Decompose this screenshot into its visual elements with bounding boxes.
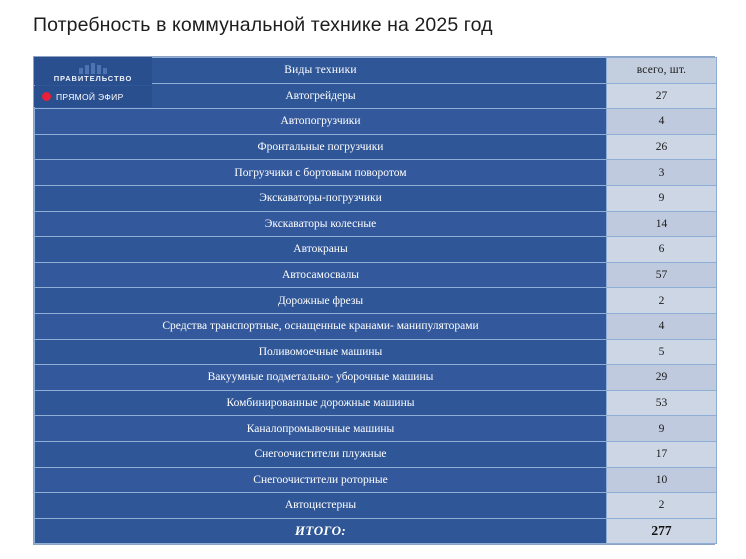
cell-total-qty: 10 [607,467,717,493]
cell-equipment-type: Средства транспортные, оснащенные кранами- манипуляторами [35,313,607,339]
cell-equipment-type: Автосамосвалы [35,262,607,288]
emblem-icon [34,61,152,74]
table-row [35,160,717,186]
cell-equipment-type: Экскаваторы-погрузчики [35,185,607,211]
cell-equipment-type: Автогрейдеры [35,83,607,109]
table-row [35,288,717,314]
table-row [35,134,717,160]
cell-total-qty: 9 [607,416,717,442]
cell-equipment-type: Погрузчики с бортовым поворотом [35,160,607,186]
cell-total-qty: 5 [607,339,717,365]
cell-equipment-type: Поливомоечные машины [35,339,607,365]
cell-total-qty: 53 [607,390,717,416]
column-header-equipment-type: Виды техники [35,58,607,84]
live-broadcast-label: ПРЯМОЙ ЭФИР [56,91,124,102]
table-body [35,83,717,544]
table-row [35,211,717,237]
table-row [35,339,717,365]
table-row [35,109,717,135]
table-total-row [35,518,717,544]
table-row [35,262,717,288]
page-title: Потребность в коммунальной технике на 2025 год [33,14,493,36]
cell-equipment-type: Фронтальные погрузчики [35,134,607,160]
cell-equipment-type: Автопогрузчики [35,109,607,135]
table-row [35,390,717,416]
table-row [35,313,717,339]
table-row [35,365,717,391]
cell-total-qty: 2 [607,288,717,314]
government-logo-overlay [34,57,152,85]
table-row [35,237,717,263]
cell-equipment-type: Автоцистерны [35,493,607,519]
column-header-total-qty: всего, шт. [607,58,717,84]
cell-total-qty: 9 [607,185,717,211]
cell-equipment-type: Дорожные фрезы [35,288,607,314]
live-dot-icon [42,92,51,101]
equipment-table [34,57,717,544]
cell-total-qty: 29 [607,365,717,391]
live-broadcast-badge [34,86,152,107]
cell-total-qty: 17 [607,441,717,467]
cell-equipment-type: Снегоочистители плужные [35,441,607,467]
cell-total-qty: 27 [607,83,717,109]
cell-total-label: ИТОГО: [35,518,607,544]
cell-total-qty: 3 [607,160,717,186]
cell-equipment-type: Каналопромывочные машины [35,416,607,442]
cell-equipment-type: Вакуумные подметально- уборочные машины [35,365,607,391]
cell-equipment-type: Автокраны [35,237,607,263]
table-row [35,467,717,493]
table-row [35,185,717,211]
cell-equipment-type: Снегоочистители роторные [35,467,607,493]
table-row [35,441,717,467]
cell-total-qty: 26 [607,134,717,160]
cell-total-qty: 6 [607,237,717,263]
cell-total-qty: 4 [607,313,717,339]
cell-total-qty: 14 [607,211,717,237]
cell-total-qty: 2 [607,493,717,519]
table-row [35,493,717,519]
equipment-table-container [33,56,715,545]
cell-equipment-type: Экскаваторы колесные [35,211,607,237]
cell-total-qty: 4 [607,109,717,135]
cell-total-value: 277 [607,518,717,544]
government-label: ПРАВИТЕЛЬСТВО [53,74,133,83]
cell-total-qty: 57 [607,262,717,288]
cell-equipment-type: Комбинированные дорожные машины [35,390,607,416]
table-row [35,416,717,442]
